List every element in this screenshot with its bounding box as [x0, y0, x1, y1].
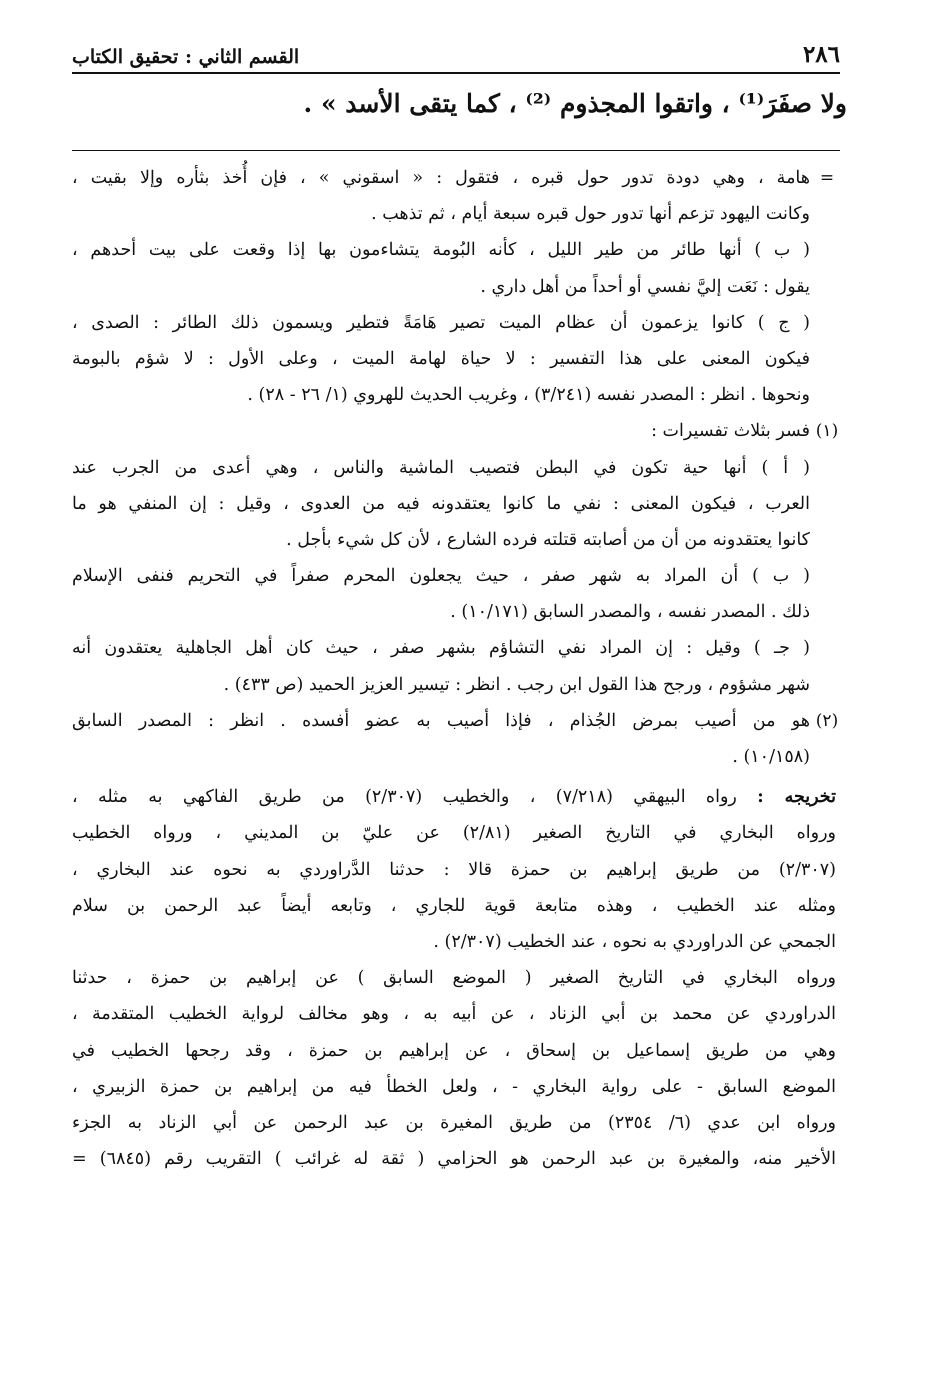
takhrij-text: [72, 852, 840, 888]
footnote-text: فسر بثلاث تفسيرات :: [651, 421, 810, 442]
takhrij-section: [72, 779, 840, 1177]
takhrij-text: [72, 1033, 840, 1069]
takhrij-text: [72, 1069, 840, 1105]
takhrij-body: الأخير منه، والمغيرة بن عبد الرحمن هو الحزامي ( ثقة له غرائب ) التقريب رقم (٦٨٤٥) =: [72, 1149, 836, 1170]
takhrij-body: ورواه البخاري في التاريخ الصغير (٢/٨١) عن عليّ بن المديني ، ورواه الخطيب: [72, 823, 836, 844]
takhrij-line: [72, 924, 840, 960]
footnote-line: [72, 630, 840, 666]
footnote-lines: [72, 160, 840, 775]
takhrij-body: الدراوردي عن محمد بن أبي الزناد ، عن أبيه به ، وهو مخالف لرواية الخطيب المتقدمة ،: [72, 1004, 836, 1025]
footnote-line: [72, 232, 840, 268]
takhrij-line: [72, 996, 840, 1032]
footnote-line: [72, 594, 840, 630]
takhrij-line: [72, 1069, 840, 1105]
hadith-text: ولا صفَرَ⁽¹⁾ ، واتقوا المجذوم ⁽²⁾ ، كما يتقى الأسد » .: [303, 89, 847, 118]
footnote-text: هو من أصيب بمرض الجُذام ، فإذا أصيب به عضو أفسده . انظر : المصدر السابق: [72, 710, 810, 731]
takhrij-text: [72, 815, 840, 851]
takhrij-body: ومثله عند الخطيب ، وهذه متابعة قوية للجاري ، وتابعه أيضاً عبد الرحمن بن سلام: [72, 895, 836, 916]
footnote-text: شهر مشؤوم ، ورجح هذا القول ابن رجب . انظر : تيسير العزيز الحميد (ص ٤٣٣) .: [223, 674, 810, 695]
footnote-text: (١٠/١٥٨) .: [732, 747, 810, 767]
footnote-text: ( ج ) كانوا يزعمون أن عظام الميت تصير هَامَةً فتطير ويسمون ذلك الطائر : الصدى ،: [72, 312, 810, 333]
footnote-text: ونحوها . انظر : المصدر نفسه (٣/٢٤١) ، وغريب الحديث للهروي (١/ ٢٦ - ٢٨) .: [247, 385, 810, 406]
footnote-text: فيكون المعنى على هذا التفسير : لا حياة لهامة الميت ، وعلى الأول : لا شؤم بالبومة: [72, 348, 810, 369]
footnote-line: [72, 160, 840, 196]
footnote-line: [72, 341, 840, 377]
takhrij-text: [72, 960, 840, 996]
footnote-line: [72, 269, 840, 305]
footnote-line: [72, 196, 840, 232]
takhrij-line: [72, 960, 840, 996]
takhrij-body: ورواه البخاري في التاريخ الصغير ( الموضع السابق ) عن إبراهيم بن حمزة ، حدثنا: [72, 968, 836, 989]
footnote-marker: (٢): [815, 710, 839, 731]
takhrij-line: [72, 779, 840, 815]
takhrij-line: [72, 852, 840, 888]
takhrij-line: [72, 1141, 840, 1177]
footnote-line: [72, 739, 840, 775]
footnote-text: كانوا يعتقدونه من أن من أصابته قتلته فرده الشارع ، لأن كل شيء بأجل .: [286, 529, 810, 550]
footnote-text: ( أ ) أنها حية تكون في البطن فتصيب الماشية والناس ، وهي أعدى من الجرب عند: [72, 457, 810, 478]
takhrij-body: رواه البيهقي (٧/٢١٨) ، والخطيب (٢/٣٠٧) من طريق الفاكهي به مثله ،: [72, 787, 737, 808]
footnote-text: وكانت اليهود تزعم أنها تدور حول قبره سبعة أيام ، ثم تذهب .: [371, 204, 810, 225]
footnote-text: هامة ، وهي دودة تدور حول قبره ، فتقول : « اسقوني » ، فإن أُخذ بثأره وإلا بقيت ،: [72, 168, 810, 188]
footnotes: [72, 160, 840, 1177]
takhrij-line: [72, 1105, 840, 1141]
takhrij-text: [72, 888, 840, 924]
page-number: ٢٨٦: [802, 41, 840, 68]
running-head: القسم الثاني : تحقيق الكتاب: [72, 46, 300, 68]
takhrij-text: [72, 924, 840, 960]
footnote-line: [72, 558, 840, 594]
footnote-line: [72, 450, 840, 486]
takhrij-body: الموضع السابق - على رواية البخاري - ، ولعل الخطأ فيه من إبراهيم بن حمزة الزبيري ،: [72, 1076, 836, 1097]
takhrij-body: (٢/٣٠٧) من طريق إبراهيم بن حمزة قالا : حدثنا الدَّراوردي به نحوه عند البخاري ،: [72, 859, 836, 880]
footnote-text: العرب ، فيكون المعنى : نفي ما كانوا يعتقدونه فيه من العدوى ، وقيل : إن المنفي هو ما: [72, 493, 810, 514]
takhrij-label: تخريجه :: [757, 787, 836, 808]
takhrij-text: [72, 1105, 840, 1141]
takhrij-line: [72, 1033, 840, 1069]
footnote-line: [72, 486, 840, 522]
footnote-text: ( جـ ) وقيل : إن المراد نفي التشاؤم بشهر صفر ، حيث كان أهل الجاهلية يعتقدون أنه: [72, 638, 810, 659]
takhrij-line: [72, 888, 840, 924]
footnote-line: [72, 703, 840, 739]
takhrij-text: [72, 996, 840, 1032]
takhrij-text: [72, 1141, 840, 1177]
footnote-text: ( ب ) أنها طائر من طير الليل ، كأنه البُومة يتشاءمون بها إذا وقعت على بيت أحدهم ،: [72, 240, 810, 261]
footnote-marker: =: [819, 168, 835, 188]
footnote-separator: [72, 150, 840, 151]
takhrij-body: ورواه ابن عدي (٦/ ٢٣٥٤) من طريق المغيرة بن عبد الرحمن عن أبي الزناد به الجزء: [72, 1112, 837, 1133]
footnote-text: ( ب ) أن المراد به شهر صفر ، حيث يجعلون المحرم صفراً في التحريم فنفى الإسلام: [72, 566, 810, 587]
footnote-line: [72, 667, 840, 703]
footnote-text: ذلك . المصدر نفسه ، والمصدر السابق (١٠/١٧١) .: [450, 602, 810, 623]
takhrij-text: [72, 779, 840, 815]
footnote-line: [72, 522, 840, 558]
footnote-text: يقول : نَعَت إليَّ نفسي أو أحداً من أهل داري .: [480, 276, 810, 297]
footnote-line: [72, 413, 840, 449]
takhrij-line: [72, 815, 840, 851]
takhrij-body: وهي من طريق إسماعيل بن إسحاق ، عن إبراهيم بن حمزة ، وقد رجحها الخطيب في: [72, 1040, 836, 1061]
footnote-marker: (١): [815, 421, 839, 442]
footnote-line: [72, 377, 840, 413]
page-header: [72, 30, 840, 74]
footnote-line: [72, 305, 840, 341]
takhrij-body: الجمحي عن الدراوردي به نحوه ، عند الخطيب (٢/٣٠٧) .: [433, 931, 836, 952]
